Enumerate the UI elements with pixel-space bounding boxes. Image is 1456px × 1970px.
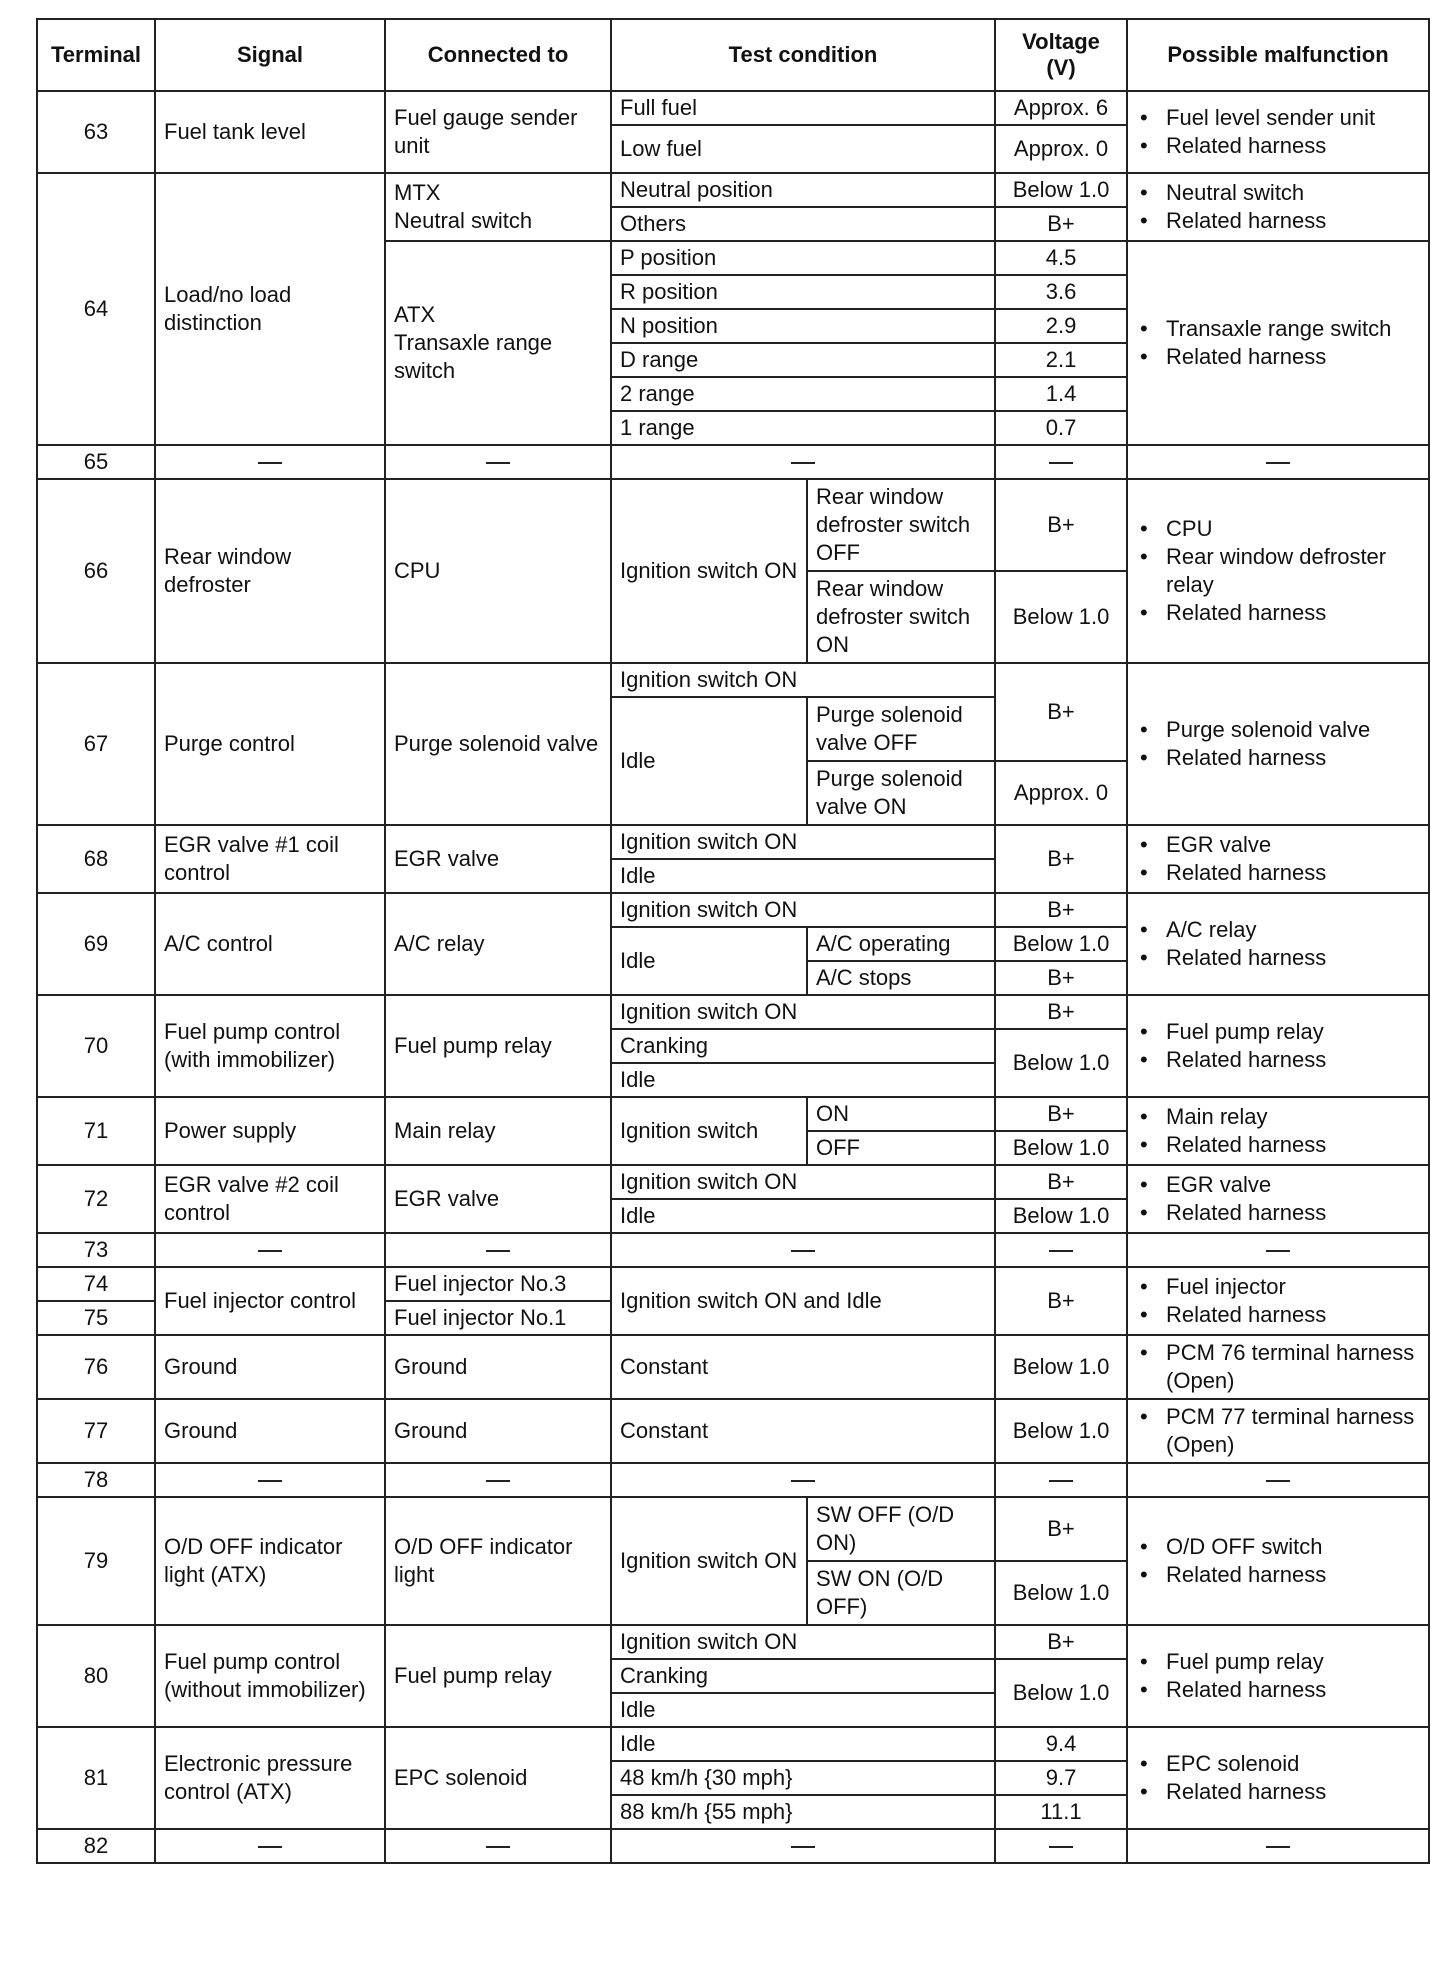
malfunction-item: • EPC solenoid (1136, 1750, 1420, 1778)
malfunction-item: • Related harness (1136, 599, 1420, 627)
table-row (37, 91, 1429, 125)
signal-cell: Rear window defroster (155, 479, 385, 663)
empty-cell (385, 1829, 611, 1863)
terminal-cell: 82 (37, 1829, 155, 1863)
dash-mark (791, 462, 815, 464)
connected-cell: EGR valve (385, 1165, 611, 1233)
malfunction-cell (1127, 995, 1429, 1097)
condition-cell: Idle (611, 1063, 995, 1097)
voltage-cell: B+ (995, 663, 1127, 761)
voltage-cell: 2.1 (995, 343, 1127, 377)
condition-cell: Neutral position (611, 173, 995, 207)
voltage-cell: 9.7 (995, 1761, 1127, 1795)
connected-cell: Ground (385, 1335, 611, 1399)
malfunction-item: • Related harness (1136, 1199, 1420, 1227)
empty-cell (1127, 1233, 1429, 1267)
malfunction-cell (1127, 1267, 1429, 1335)
signal-cell: A/C control (155, 893, 385, 995)
empty-cell (995, 1829, 1127, 1863)
condition-cell: Constant (611, 1335, 995, 1399)
empty-cell (1127, 1463, 1429, 1497)
voltage-cell: B+ (995, 479, 1127, 571)
signal-cell: Power supply (155, 1097, 385, 1165)
dash-mark (1266, 1250, 1290, 1252)
terminal-cell: 70 (37, 995, 155, 1097)
pcm-terminal-table-page (36, 18, 1428, 1864)
condition-cell: Ignition switch ON (611, 893, 995, 927)
voltage-cell: B+ (995, 995, 1127, 1029)
voltage-cell: Below 1.0 (995, 1399, 1127, 1463)
condition-cell: Idle (611, 927, 807, 995)
voltage-cell: Below 1.0 (995, 1659, 1127, 1727)
dash-mark (486, 462, 510, 464)
voltage-cell: 3.6 (995, 275, 1127, 309)
signal-cell: Fuel pump control (without immobilizer) (155, 1625, 385, 1727)
empty-cell (611, 1463, 995, 1497)
connected-cell: MTX Neutral switch (385, 173, 611, 241)
dash-mark (1049, 1480, 1073, 1482)
dash-mark (486, 1480, 510, 1482)
voltage-cell: 0.7 (995, 411, 1127, 445)
dash-mark (1266, 1846, 1290, 1848)
voltage-cell: Below 1.0 (995, 173, 1127, 207)
voltage-cell: 2.9 (995, 309, 1127, 343)
malfunction-cell (1127, 1399, 1429, 1463)
terminal-cell: 78 (37, 1463, 155, 1497)
connected-cell: Fuel injector No.3 (385, 1267, 611, 1301)
terminal-cell: 75 (37, 1301, 155, 1335)
malfunction-cell (1127, 1097, 1429, 1165)
dash-mark (791, 1846, 815, 1848)
voltage-cell: Approx. 0 (995, 761, 1127, 825)
table-row (37, 1829, 1429, 1863)
connected-cell: EPC solenoid (385, 1727, 611, 1829)
voltage-cell: B+ (995, 961, 1127, 995)
empty-cell (155, 445, 385, 479)
terminal-cell: 80 (37, 1625, 155, 1727)
header-row (37, 19, 1429, 91)
condition-cell: Ignition switch ON (611, 1625, 995, 1659)
condition-cell: Idle (611, 1727, 995, 1761)
condition-cell: Ignition switch ON and Idle (611, 1267, 995, 1335)
terminal-cell: 74 (37, 1267, 155, 1301)
sub-condition-cell: Purge solenoid valve OFF (807, 697, 995, 761)
malfunction-item: • Related harness (1136, 744, 1420, 772)
table-row (37, 1165, 1429, 1199)
dash-mark (258, 1250, 282, 1252)
table-row (37, 1497, 1429, 1561)
header-possible-malfunction: Possible malfunction (1127, 19, 1429, 91)
header-test-condition: Test condition (611, 19, 995, 91)
header-connected-to: Connected to (385, 19, 611, 91)
condition-cell: Cranking (611, 1659, 995, 1693)
connected-cell: EGR valve (385, 825, 611, 893)
condition-cell: Full fuel (611, 91, 995, 125)
condition-cell: Idle (611, 859, 995, 893)
connected-cell: CPU (385, 479, 611, 663)
connected-cell: A/C relay (385, 893, 611, 995)
header-voltage: Voltage (V) (995, 19, 1127, 91)
empty-cell (995, 445, 1127, 479)
condition-cell: Ignition switch ON (611, 1165, 995, 1199)
table-row (37, 173, 1429, 207)
dash-mark (486, 1846, 510, 1848)
dash-mark (791, 1250, 815, 1252)
sub-condition-cell: A/C stops (807, 961, 995, 995)
terminal-cell: 79 (37, 1497, 155, 1625)
terminal-cell: 69 (37, 893, 155, 995)
malfunction-cell (1127, 1335, 1429, 1399)
dash-mark (258, 462, 282, 464)
malfunction-item: • Fuel injector (1136, 1273, 1420, 1301)
connected-cell: Fuel gauge sender unit (385, 91, 611, 173)
connected-cell: Ground (385, 1399, 611, 1463)
malfunction-cell (1127, 91, 1429, 173)
empty-cell (155, 1829, 385, 1863)
table-row (37, 1335, 1429, 1399)
condition-cell: Idle (611, 1693, 995, 1727)
connected-cell: Purge solenoid valve (385, 663, 611, 825)
sub-condition-cell: Purge solenoid valve ON (807, 761, 995, 825)
signal-cell: Ground (155, 1399, 385, 1463)
terminal-cell: 64 (37, 173, 155, 445)
condition-cell: Ignition switch ON (611, 479, 807, 663)
empty-cell (155, 1233, 385, 1267)
voltage-cell: Below 1.0 (995, 1335, 1127, 1399)
malfunction-item: • Related harness (1136, 132, 1420, 160)
voltage-cell: Below 1.0 (995, 1029, 1127, 1097)
voltage-cell: 11.1 (995, 1795, 1127, 1829)
dash-mark (1266, 1480, 1290, 1482)
table-row (37, 1463, 1429, 1497)
dash-mark (258, 1846, 282, 1848)
empty-cell (155, 1463, 385, 1497)
empty-cell (995, 1463, 1127, 1497)
sub-condition-cell: Rear window defroster switch ON (807, 571, 995, 663)
signal-cell: Fuel pump control (with immobilizer) (155, 995, 385, 1097)
sub-condition-cell: Rear window defroster switch OFF (807, 479, 995, 571)
malfunction-item: • Related harness (1136, 1301, 1420, 1329)
table-row (37, 1727, 1429, 1761)
terminal-cell: 67 (37, 663, 155, 825)
header-signal: Signal (155, 19, 385, 91)
malfunction-item: • Purge solenoid valve (1136, 716, 1420, 744)
empty-cell (611, 1233, 995, 1267)
malfunction-item: • Fuel pump relay (1136, 1648, 1420, 1676)
malfunction-cell (1127, 173, 1429, 241)
malfunction-item: • EGR valve (1136, 1171, 1420, 1199)
condition-cell: Ignition switch (611, 1097, 807, 1165)
condition-cell: D range (611, 343, 995, 377)
signal-cell: EGR valve #2 coil control (155, 1165, 385, 1233)
condition-cell: R position (611, 275, 995, 309)
connected-cell: Fuel injector No.1 (385, 1301, 611, 1335)
signal-cell: Fuel injector control (155, 1267, 385, 1335)
voltage-cell: 9.4 (995, 1727, 1127, 1761)
malfunction-cell (1127, 1165, 1429, 1233)
malfunction-cell (1127, 1497, 1429, 1625)
table-row (37, 1097, 1429, 1131)
sub-condition-cell: ON (807, 1097, 995, 1131)
empty-cell (385, 1233, 611, 1267)
voltage-cell: B+ (995, 1267, 1127, 1335)
malfunction-item: • CPU (1136, 515, 1420, 543)
malfunction-cell (1127, 663, 1429, 825)
terminal-cell: 77 (37, 1399, 155, 1463)
terminal-cell: 63 (37, 91, 155, 173)
table-row (37, 825, 1429, 859)
empty-cell (385, 1463, 611, 1497)
condition-cell: P position (611, 241, 995, 275)
terminal-cell: 68 (37, 825, 155, 893)
malfunction-item: • Transaxle range switch (1136, 315, 1420, 343)
dash-mark (1049, 1250, 1073, 1252)
empty-cell (611, 445, 995, 479)
voltage-cell: Below 1.0 (995, 1131, 1127, 1165)
malfunction-item: • Related harness (1136, 859, 1420, 887)
voltage-cell: B+ (995, 1625, 1127, 1659)
malfunction-item: • Rear window defroster relay (1136, 543, 1420, 599)
voltage-cell: Below 1.0 (995, 1199, 1127, 1233)
empty-cell (1127, 445, 1429, 479)
connected-cell: O/D OFF indicator light (385, 1497, 611, 1625)
signal-cell: Ground (155, 1335, 385, 1399)
voltage-cell: B+ (995, 1097, 1127, 1131)
malfunction-item: • Fuel level sender unit (1136, 104, 1420, 132)
table-row (37, 663, 1429, 697)
empty-cell (611, 1829, 995, 1863)
malfunction-item: • Neutral switch (1136, 179, 1420, 207)
sub-condition-cell: SW OFF (O/D ON) (807, 1497, 995, 1561)
dash-mark (258, 1480, 282, 1482)
pcm-terminal-voltage-table (36, 18, 1430, 1864)
dash-mark (1049, 1846, 1073, 1848)
malfunction-item: • Related harness (1136, 1561, 1420, 1589)
terminal-cell: 65 (37, 445, 155, 479)
voltage-cell: 4.5 (995, 241, 1127, 275)
terminal-cell: 72 (37, 1165, 155, 1233)
table-row (37, 995, 1429, 1029)
table-row (37, 1399, 1429, 1463)
voltage-cell: 1.4 (995, 377, 1127, 411)
terminal-cell: 73 (37, 1233, 155, 1267)
dash-mark (1049, 462, 1073, 464)
malfunction-item: • PCM 76 terminal harness (Open) (1136, 1339, 1420, 1395)
malfunction-item: • Related harness (1136, 1676, 1420, 1704)
sub-condition-cell: A/C operating (807, 927, 995, 961)
empty-cell (1127, 1829, 1429, 1863)
malfunction-item: • Related harness (1136, 207, 1420, 235)
condition-cell: Ignition switch ON (611, 825, 995, 859)
malfunction-cell (1127, 893, 1429, 995)
malfunction-item: • Related harness (1136, 944, 1420, 972)
table-row (37, 1267, 1429, 1301)
voltage-cell: B+ (995, 825, 1127, 893)
malfunction-item: • Related harness (1136, 1131, 1420, 1159)
malfunction-item: • A/C relay (1136, 916, 1420, 944)
voltage-cell: Below 1.0 (995, 1561, 1127, 1625)
condition-cell: 1 range (611, 411, 995, 445)
voltage-cell: B+ (995, 1497, 1127, 1561)
condition-cell: 2 range (611, 377, 995, 411)
dash-mark (486, 1250, 510, 1252)
terminal-cell: 71 (37, 1097, 155, 1165)
table-row (37, 893, 1429, 927)
malfunction-cell (1127, 1727, 1429, 1829)
table-row (37, 479, 1429, 571)
condition-cell: 88 km/h {55 mph} (611, 1795, 995, 1829)
malfunction-cell (1127, 479, 1429, 663)
dash-mark (1266, 462, 1290, 464)
sub-condition-cell: SW ON (O/D OFF) (807, 1561, 995, 1625)
signal-cell: EGR valve #1 coil control (155, 825, 385, 893)
condition-cell: Low fuel (611, 125, 995, 173)
condition-cell: Idle (611, 1199, 995, 1233)
dash-mark (791, 1480, 815, 1482)
condition-cell: Constant (611, 1399, 995, 1463)
condition-cell: N position (611, 309, 995, 343)
malfunction-item: • Main relay (1136, 1103, 1420, 1131)
voltage-cell: B+ (995, 893, 1127, 927)
terminal-cell: 76 (37, 1335, 155, 1399)
condition-cell: Idle (611, 697, 807, 825)
malfunction-item: • Related harness (1136, 343, 1420, 371)
empty-cell (385, 445, 611, 479)
malfunction-item: • Related harness (1136, 1046, 1420, 1074)
malfunction-item: • PCM 77 terminal harness (Open) (1136, 1403, 1420, 1459)
connected-cell: Main relay (385, 1097, 611, 1165)
condition-cell: Ignition switch ON (611, 995, 995, 1029)
malfunction-item: • EGR valve (1136, 831, 1420, 859)
condition-cell: 48 km/h {30 mph} (611, 1761, 995, 1795)
malfunction-item: • Fuel pump relay (1136, 1018, 1420, 1046)
signal-cell: Fuel tank level (155, 91, 385, 173)
connected-cell: ATX Transaxle range switch (385, 241, 611, 445)
terminal-cell: 66 (37, 479, 155, 663)
condition-cell: Ignition switch ON (611, 663, 995, 697)
terminal-cell: 81 (37, 1727, 155, 1829)
signal-cell: Purge control (155, 663, 385, 825)
table-row (37, 445, 1429, 479)
voltage-cell: B+ (995, 207, 1127, 241)
malfunction-cell (1127, 825, 1429, 893)
voltage-cell: Approx. 0 (995, 125, 1127, 173)
voltage-cell: Approx. 6 (995, 91, 1127, 125)
voltage-cell: B+ (995, 1165, 1127, 1199)
signal-cell: Load/no load distinction (155, 173, 385, 445)
signal-cell: O/D OFF indicator light (ATX) (155, 1497, 385, 1625)
connected-cell: Fuel pump relay (385, 995, 611, 1097)
voltage-cell: Below 1.0 (995, 571, 1127, 663)
malfunction-item: • Related harness (1136, 1778, 1420, 1806)
malfunction-cell (1127, 1625, 1429, 1727)
condition-cell: Ignition switch ON (611, 1497, 807, 1625)
voltage-cell: Below 1.0 (995, 927, 1127, 961)
malfunction-item: • O/D OFF switch (1136, 1533, 1420, 1561)
signal-cell: Electronic pressure control (ATX) (155, 1727, 385, 1829)
header-terminal: Terminal (37, 19, 155, 91)
sub-condition-cell: OFF (807, 1131, 995, 1165)
table-row (37, 1233, 1429, 1267)
condition-cell: Cranking (611, 1029, 995, 1063)
empty-cell (995, 1233, 1127, 1267)
table-row (37, 1625, 1429, 1659)
connected-cell: Fuel pump relay (385, 1625, 611, 1727)
condition-cell: Others (611, 207, 995, 241)
malfunction-cell (1127, 241, 1429, 445)
